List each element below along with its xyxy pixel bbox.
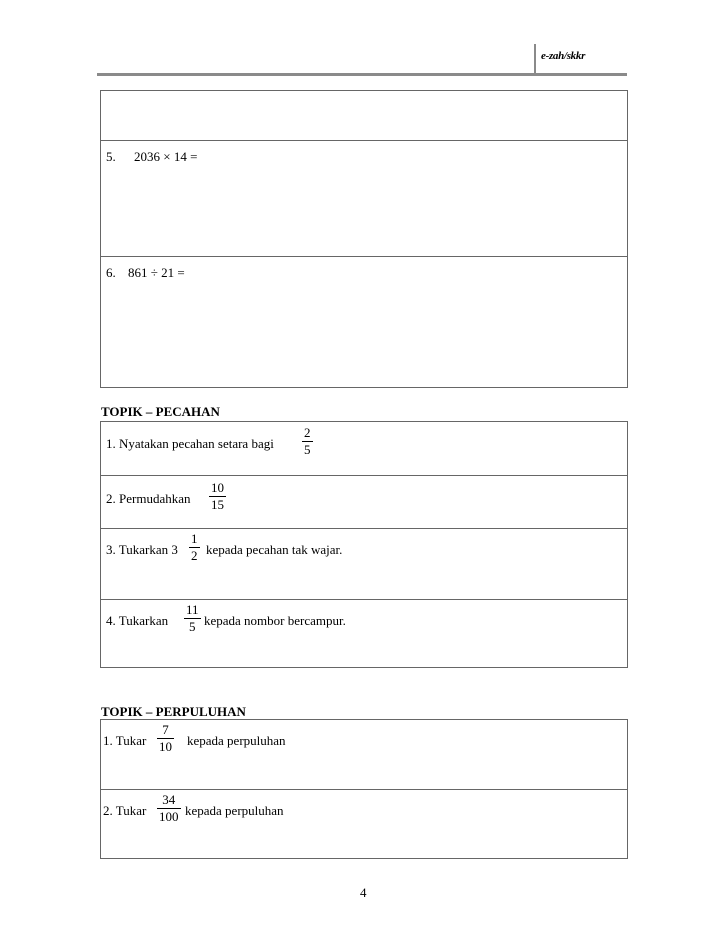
page-number: 4 [360, 885, 367, 900]
perpuluhan-question-box [100, 719, 628, 859]
author-tag: e-zah/skkr [541, 50, 586, 62]
question-6-text: 861 ÷ 21 = [128, 265, 185, 280]
fraction-10-15 [209, 480, 226, 513]
fraction-34-100 [157, 792, 181, 825]
question-5-row [101, 141, 627, 257]
fraction-denominator: 15 [211, 497, 224, 512]
perpuluhan-question-2-row [101, 790, 627, 858]
question-6-number: 6. [106, 265, 116, 280]
pecahan-question-3-suffix: kepada pecahan tak wajar. [206, 542, 343, 557]
pecahan-question-4-text: 4. Tukarkan [106, 613, 169, 628]
perpuluhan-question-1-row [101, 720, 627, 790]
fraction-denominator: 5 [189, 619, 196, 634]
perpuluhan-question-1-text: 1. Tukar [103, 733, 147, 748]
fraction-1-2 [189, 531, 200, 564]
fraction-numerator: 1 [191, 531, 198, 546]
fraction-2-5 [302, 425, 313, 458]
question-5-text: 2036 × 14 = [134, 149, 198, 164]
fraction-numerator: 10 [211, 480, 224, 495]
fraction-11-5 [184, 602, 201, 635]
question-6-row [101, 257, 627, 387]
perpuluhan-question-2-suffix: kepada perpuluhan [185, 803, 284, 818]
fraction-numerator: 34 [157, 792, 181, 809]
pecahan-question-4-row [101, 600, 627, 667]
fraction-denominator: 2 [191, 548, 198, 563]
pecahan-question-2-text: 2. Permudahkan [106, 491, 191, 506]
fraction-denominator: 5 [304, 442, 311, 457]
pecahan-question-2-row [101, 476, 627, 529]
pecahan-question-1-text: 1. Nyatakan pecahan setara bagi [106, 436, 274, 451]
fraction-numerator: 7 [157, 722, 174, 739]
fraction-numerator: 2 [304, 425, 311, 440]
pecahan-question-3-row [101, 529, 627, 600]
fraction-7-10 [157, 722, 174, 755]
pecahan-question-1-row [101, 422, 627, 476]
header-divider-vertical [534, 44, 536, 74]
pecahan-question-3-text: 3. Tukarkan 3 [106, 542, 178, 557]
answer-space-row [101, 91, 627, 141]
section-title-pecahan: TOPIK – PECAHAN [101, 404, 220, 419]
pecahan-question-box [100, 421, 628, 668]
perpuluhan-question-1-suffix: kepada perpuluhan [187, 733, 286, 748]
question-5-number: 5. [106, 149, 116, 164]
arithmetic-question-box [100, 90, 628, 388]
perpuluhan-question-2-text: 2. Tukar [103, 803, 147, 818]
fraction-denominator: 10 [159, 739, 172, 754]
fraction-denominator: 100 [159, 809, 179, 824]
fraction-numerator: 11 [186, 602, 199, 617]
header-rule [97, 73, 627, 76]
section-title-perpuluhan: TOPIK – PERPULUHAN [101, 704, 246, 719]
pecahan-question-4-suffix: kepada nombor bercampur. [204, 613, 346, 628]
